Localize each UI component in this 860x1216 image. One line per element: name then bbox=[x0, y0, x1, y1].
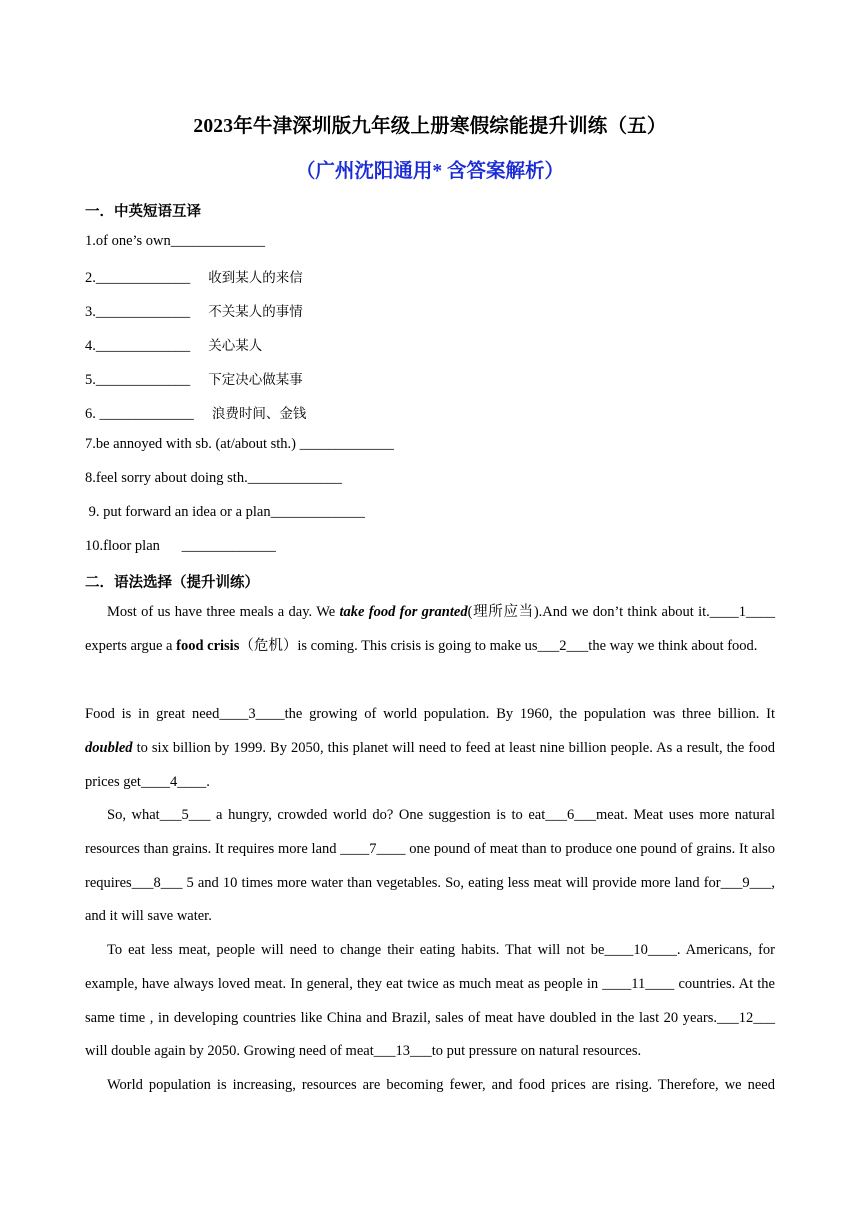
answer-blank: _____________ bbox=[299, 436, 394, 452]
passage-paragraph: Most of us have three meals a day. We take food for granted(理所应当).And we don’t think about it.____1____ experts argue a food crisis（危机）is coming. This crisis is going to make us___2___the way we think about food. bbox=[85, 604, 776, 654]
exercise-item bbox=[85, 402, 306, 423]
passage-paragraph: Food is in great need____3____the growing of world population. By 1960, the population was three billion. It doubled to six billion by 1999. By 2050, this planet will need to feed at least nine billion people. As a result, the food prices get____4____. bbox=[85, 706, 776, 790]
item-number: 10. bbox=[85, 538, 104, 554]
exercise-item bbox=[85, 368, 303, 389]
item-number: 1. bbox=[85, 233, 96, 249]
item-number: 2. bbox=[85, 270, 96, 286]
document-title: 2023年牛津深圳版九年级上册寒假综能提升训练（五） bbox=[193, 116, 667, 137]
passage-paragraph: So, what___5___ a hungry, crowded world do? One suggestion is to eat___6___meat. Meat uses more natural resources than grains. It requires more land ____7____ one pound of meat than to produce one pound of grains. It also requires___8___ 5 and 10 times more water than vegetables. So, eating less meat will provide more land for___9___, and it will save water. bbox=[85, 807, 775, 925]
exercise-item bbox=[85, 334, 262, 355]
item-chinese: 不关某人的事情 bbox=[208, 304, 303, 320]
exercise-item bbox=[85, 266, 303, 287]
item-chinese: 收到某人的来信 bbox=[208, 270, 303, 286]
item-number: 9. bbox=[85, 504, 104, 520]
item-number: 5. bbox=[85, 372, 96, 388]
passage-paragraph: World population is increasing, resources are becoming fewer, and food prices are rising. Therefore, we need bbox=[107, 1077, 775, 1093]
emphasized-phrase: food crisis bbox=[176, 637, 240, 654]
answer-blank: _____________ bbox=[95, 338, 191, 354]
answer-blank: _____________ bbox=[270, 504, 365, 520]
item-text: feel sorry about doing sth. bbox=[95, 470, 248, 486]
exercise-item bbox=[85, 233, 265, 250]
exercise-item bbox=[85, 436, 394, 453]
answer-blank: _____________ bbox=[247, 470, 342, 486]
item-text: be annoyed with sb. (at/about sth.) bbox=[95, 436, 300, 452]
item-number: 3. bbox=[85, 304, 96, 320]
answer-blank: _____________ bbox=[95, 270, 191, 286]
document-subtitle: （广州沈阳通用* 含答案解析） bbox=[295, 161, 565, 182]
item-text: put forward an idea or a plan bbox=[103, 504, 271, 520]
section-heading-translation: 一．中英短语互译 bbox=[85, 204, 201, 220]
exercise-item bbox=[85, 504, 365, 521]
answer-blank: _____________ bbox=[95, 372, 191, 388]
item-chinese: 浪费时间、金钱 bbox=[211, 406, 307, 422]
exercise-item bbox=[85, 538, 276, 555]
item-number: 6. bbox=[85, 406, 100, 422]
exercise-item bbox=[85, 470, 342, 487]
item-chinese: 关心某人 bbox=[208, 338, 263, 354]
answer-blank: _____________ bbox=[181, 538, 276, 554]
answer-blank: _____________ bbox=[170, 233, 266, 249]
item-text: floor plan bbox=[103, 538, 182, 554]
passage-paragraph: To eat less meat, people will need to change their eating habits. That will not be____10____. Americans, for example, have always loved meat. In general, they eat twice as much meat as people in ____11____ countries. At the same time , in developing countries like China and Brazil, sales of meat have doubled in the last 20 years.___12___ will double again by 2050. Growing need of meat___13___to put pressure on natural resources. bbox=[85, 942, 775, 1060]
item-number: 4. bbox=[85, 338, 96, 354]
emphasized-word: doubled bbox=[85, 739, 133, 756]
answer-blank: _____________ bbox=[95, 304, 191, 320]
section-heading-grammar: 二．语法选择（提升训练） bbox=[85, 575, 259, 591]
item-number: 7. bbox=[85, 436, 96, 452]
exercise-item bbox=[85, 300, 303, 321]
answer-blank: _____________ bbox=[99, 406, 194, 422]
emphasized-phrase: take food for granted bbox=[339, 604, 468, 620]
item-text: of one’s own bbox=[95, 233, 171, 249]
item-number: 8. bbox=[85, 470, 96, 486]
item-chinese: 下定决心做某事 bbox=[208, 372, 303, 388]
